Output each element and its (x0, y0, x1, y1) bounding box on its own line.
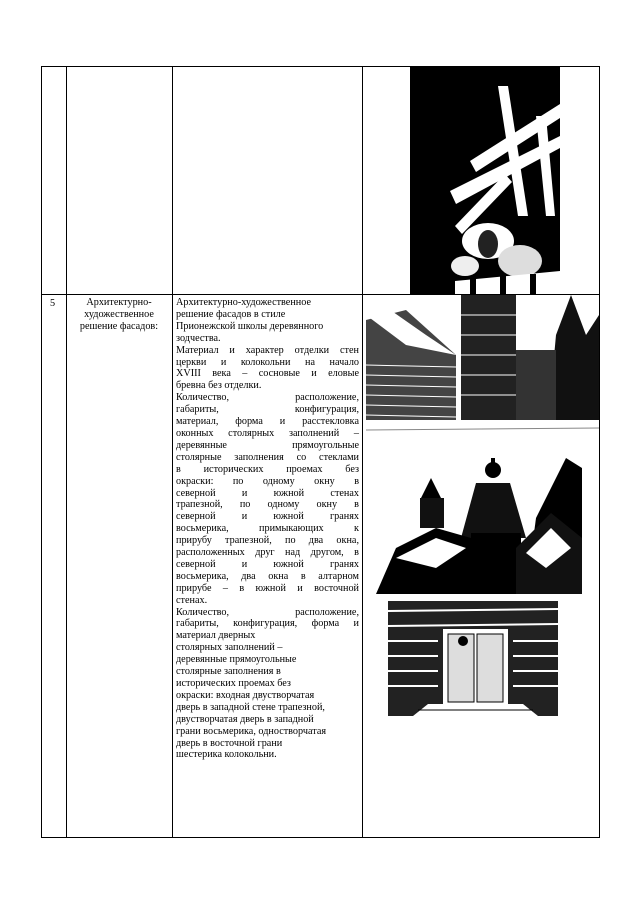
description-line: окраски: по одному окну в (176, 475, 359, 487)
description-line: шестерика колокольни. (176, 749, 277, 761)
description-line: зодчества. (176, 332, 221, 344)
table-right-border (599, 66, 600, 838)
description-line: материал, форма и расстекловка (176, 416, 359, 428)
description-line: габариты, конфигурация, (176, 404, 359, 416)
description-line: в исторических проемах без (176, 463, 359, 475)
description-line: бревна без отделки. (176, 380, 262, 392)
description-line: восьмерика, примыкающих к (176, 523, 359, 535)
description-line: столярных заполнений – (176, 642, 283, 654)
row-description (176, 297, 359, 761)
description-line: северной и южной гранях (176, 558, 359, 570)
column-divider-1 (66, 66, 67, 838)
description-line: Количество, расположение, (176, 606, 359, 618)
description-line: трапезной, по одному окну в (176, 499, 359, 511)
description-line: прирубе – в южной и восточной (176, 582, 359, 594)
description-line: габариты, конфигурация, форма и (176, 618, 359, 630)
description-line: церкви и колокольни на начало (176, 356, 359, 368)
photo-wooden-door (388, 601, 558, 716)
description-line: северной и южной гранях (176, 511, 359, 523)
description-line: материал дверных (176, 630, 256, 642)
row-number: 5 (50, 298, 56, 309)
description-line: деревянные прямоугольные (176, 654, 297, 666)
description-line: прирубу трапезной, по два окна, (176, 535, 359, 547)
row-label: Архитектурно-художественное решение фасадов: (79, 297, 159, 332)
description-line: грани восьмерика, одностворчатая (176, 725, 327, 737)
description-line: восьмерика, два окна в алтарном (176, 570, 359, 582)
description-line: двустворчатая дверь в западной (176, 713, 314, 725)
table-bottom-border (41, 837, 600, 838)
photo-bell-tower-top (410, 66, 560, 294)
description-line: решение фасадов в стиле (176, 308, 286, 320)
description-line: оконных столярных заполнений – (176, 427, 359, 439)
column-divider-2 (172, 66, 173, 838)
photo-church-side (366, 295, 599, 445)
description-line: дверь в западной стене трапезной, (176, 701, 325, 713)
description-line: XVIII века – сосновые и еловые (176, 368, 359, 380)
description-line: Количество, расположение, (176, 392, 359, 404)
description-line: дверь в восточной грани (176, 737, 283, 749)
column-divider-3 (362, 66, 363, 838)
table-left-border (41, 66, 42, 838)
description-line: северной и южной стенах (176, 487, 359, 499)
description-line: столярные заполнения со стеклами (176, 451, 359, 463)
description-line: деревянные прямоугольные (176, 439, 359, 451)
description-line: стенах. (176, 594, 208, 606)
description-line: расположенных друг над другом, в (176, 547, 359, 559)
description-line: окраски: входная двустворчатая (176, 689, 315, 701)
description-line: столярные заполнения в (176, 666, 281, 678)
description-line: Прионежской школы деревянного (176, 320, 324, 332)
description-line: Материал и характер отделки стен (176, 344, 359, 356)
description-line: Архитектурно-художественное (176, 297, 311, 308)
description-line: исторических проемах без (176, 678, 291, 689)
photo-church-dome (376, 458, 582, 594)
